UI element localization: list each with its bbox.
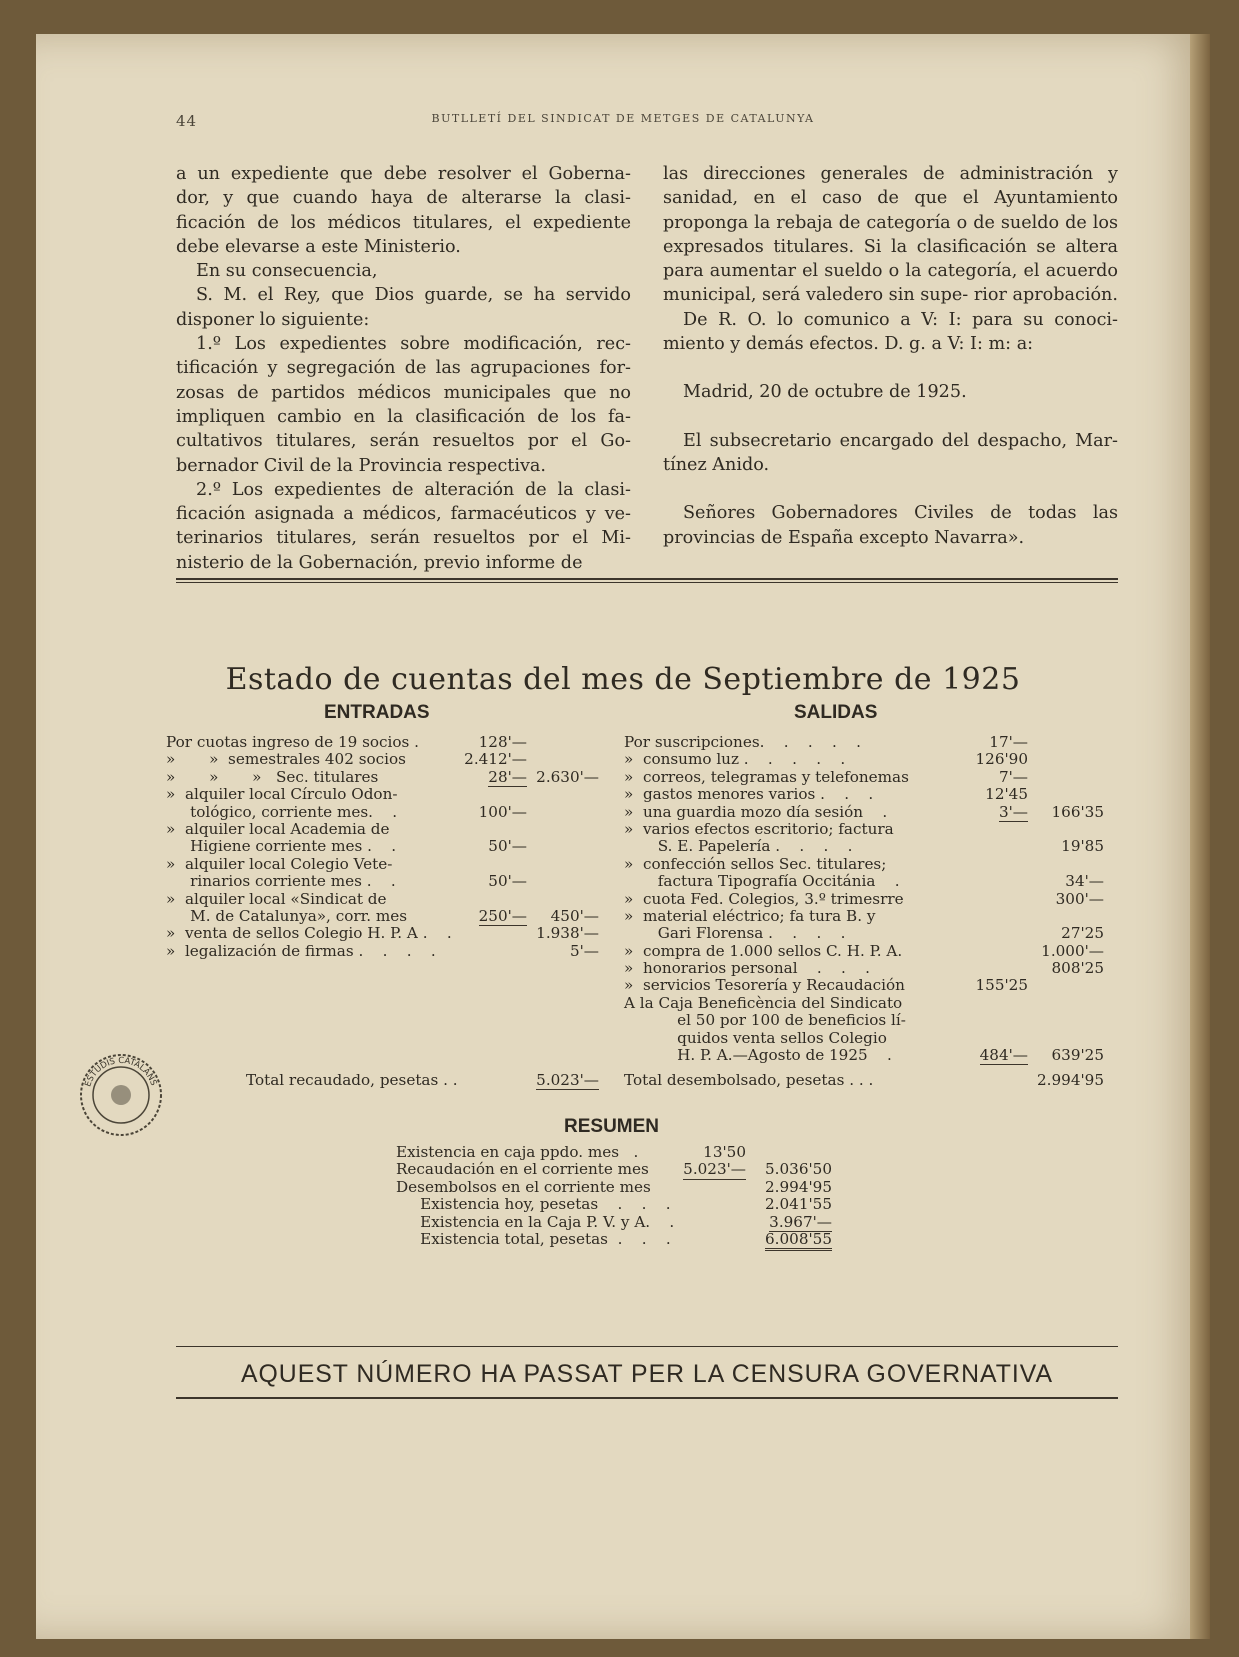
entradas-total: 5.023'— [536, 1071, 599, 1089]
account-description: » varios efectos escritorio; factura [624, 819, 894, 838]
paragraph: En su consecuencia, [196, 261, 378, 282]
account-description: » servicios Tesorería y Recaudación [624, 976, 905, 995]
account-row [624, 960, 1104, 977]
account-row [396, 1144, 836, 1161]
total-amount: 5.036'50 [765, 1160, 832, 1179]
account-description: » venta de sellos Colegio H. P. A . . [166, 924, 452, 943]
account-row [166, 838, 601, 855]
partial-amount: 13'50 [703, 1143, 746, 1161]
stamp-text: ESTUDIS CATALANS [83, 1055, 159, 1089]
account-row [166, 751, 601, 768]
paragraph: las direcciones generales de administración y sanidad, en el caso de que el Ayuntamiento proponga la rebaja de categoría o de sueldo de los expresados titulares. Si la clasificación se altera para aumentar el sueldo o la categoría, el acuerdo municipal, será valedero sin supe- rior aprobación. [663, 164, 1118, 306]
partial-amount: 100'— [478, 802, 527, 821]
total-amount: 5'— [569, 941, 599, 960]
account-description: Por cuotas ingreso de 19 socios . [166, 733, 420, 751]
account-description: S. E. Papelería . . . . [624, 837, 853, 856]
addressee-line: Señores Gobernadores Civiles de todas las provincias de España excepto Navarra». [663, 503, 1118, 548]
account-row [166, 873, 601, 890]
footer-rule [176, 1346, 1118, 1347]
account-description: Existencia total, pesetas . . . [396, 1229, 671, 1248]
account-description: Higiene corriente mes . . [166, 837, 397, 856]
total-amount: 808'25 [1051, 959, 1104, 978]
account-row [624, 821, 1104, 838]
footer-rule [176, 1397, 1118, 1399]
paragraph: S. M. el Rey, que Dios guarde, se ha servido disponer lo siguiente: [176, 285, 631, 330]
partial-amount: 250'— [478, 906, 527, 925]
account-row [624, 804, 1104, 821]
account-description: » confección sellos Sec. titulares; [624, 854, 887, 873]
book-spine [1190, 34, 1210, 1639]
censorship-notice: AQUEST NÚMERO HA PASSAT PER LA CENSURA GOVERNATIVA [240, 1361, 1053, 1388]
running-header [36, 112, 1210, 132]
total-amount: 2.630'— [536, 767, 599, 786]
account-row [624, 908, 1104, 925]
total-amount: 639'25 [1051, 1046, 1104, 1065]
salidas-table [624, 734, 1104, 1064]
account-description: » compra de 1.000 sellos C. H. P. A. [624, 941, 903, 960]
account-row [624, 1030, 1104, 1047]
account-row [166, 804, 601, 821]
account-description: M. de Catalunya», corr. mes [166, 906, 408, 925]
account-description: » una guardia mozo día sesión . [624, 802, 888, 821]
salidas-heading: SALIDAS [794, 702, 878, 723]
partial-amount: 50'— [488, 837, 527, 856]
partial-amount: 3'— [998, 802, 1028, 821]
account-description: » consumo luz . . . . . [624, 750, 846, 769]
paragraph: 1.º Los expedientes sobre modificación, rec- tificación y segregación de las agrupaciones for- zosas de partidos médicos municipales que no impliquen cambio en la clasificación de los fa- cultativos titulares, serán resueltos por el Go- bernador Civil de la Provincia respectiva. [176, 334, 631, 476]
account-row [624, 786, 1104, 803]
partial-amount: 484'— [979, 1046, 1028, 1065]
signature-line: El subsecretario encargado del despacho, Mar- tínez Anido. [663, 430, 1118, 475]
partial-amount: 17'— [989, 733, 1028, 751]
account-row [624, 838, 1104, 855]
total-amount: 300'— [1055, 889, 1104, 908]
account-description: » honorarios personal . . . [624, 959, 871, 978]
account-row [624, 769, 1104, 786]
account-row [166, 943, 601, 960]
partial-amount: 7'— [998, 767, 1028, 786]
date-line: Madrid, 20 de octubre de 1925. [683, 382, 967, 403]
account-description: » gastos menores varios . . . [624, 785, 874, 804]
account-description: » » » Sec. titulares [166, 767, 379, 786]
account-description: A la Caja Beneficència del Sindicato [624, 993, 903, 1012]
account-row [396, 1214, 836, 1231]
account-row [166, 856, 601, 873]
account-description: » alquiler local Círculo Odon- [166, 785, 398, 804]
account-row [396, 1179, 836, 1196]
account-description: Recaudación en el corriente mes [396, 1160, 649, 1179]
account-row [624, 1047, 1104, 1064]
resumen-table [396, 1144, 836, 1248]
salidas-total: 2.994'95 [1037, 1071, 1104, 1089]
page-number: 44 [176, 112, 198, 130]
account-row [396, 1196, 836, 1213]
account-row [624, 891, 1104, 908]
account-row [166, 821, 601, 838]
partial-amount: 128'— [478, 733, 527, 751]
total-amount: 19'85 [1061, 837, 1104, 856]
account-description: Existencia en caja ppdo. mes . [396, 1143, 639, 1161]
account-row [624, 943, 1104, 960]
account-description: » legalización de firmas . . . . [166, 941, 436, 960]
partial-amount: 50'— [488, 872, 527, 891]
account-description: » » semestrales 402 socios [166, 750, 406, 769]
entradas-total-label: Total recaudado, pesetas . . [246, 1071, 458, 1089]
total-amount: 2.994'95 [765, 1177, 832, 1196]
account-row [624, 873, 1104, 890]
account-row [624, 734, 1104, 751]
account-description: » alquiler local Academia de [166, 819, 390, 838]
account-description: rinarios corriente mes . . [166, 872, 396, 891]
account-row [166, 908, 601, 925]
account-row [624, 751, 1104, 768]
account-description: factura Tipografía Occitánia . [624, 872, 900, 891]
total-amount: 1.000'— [1041, 941, 1104, 960]
article-left-column [176, 162, 631, 575]
page [36, 34, 1210, 1639]
entradas-table [166, 734, 601, 960]
account-description: » alquiler local Colegio Vete- [166, 854, 393, 873]
account-row [624, 925, 1104, 942]
account-row [624, 977, 1104, 994]
account-description: » material eléctrico; fa tura B. y [624, 906, 876, 925]
account-row [396, 1231, 836, 1248]
account-row [624, 856, 1104, 873]
account-description: tológico, corriente mes. . [166, 802, 398, 821]
total-amount: 27'25 [1061, 924, 1104, 943]
account-row [624, 995, 1104, 1012]
censorship-footer [176, 1346, 1118, 1399]
partial-amount: 155'25 [975, 976, 1028, 995]
account-description: Por suscripciones. . . . . [624, 733, 862, 751]
partial-amount: 5.023'— [683, 1160, 746, 1179]
entradas-total-row [166, 1072, 601, 1089]
account-row [166, 786, 601, 803]
partial-amount: 126'90 [975, 750, 1028, 769]
account-description: H. P. A.—Agosto de 1925 . [624, 1046, 892, 1065]
total-amount: 2.041'55 [765, 1195, 832, 1214]
section-divider [176, 578, 1118, 583]
entradas-heading: ENTRADAS [324, 702, 430, 723]
account-description: Desembolsos en el corriente mes [396, 1177, 651, 1196]
salidas-total-row [624, 1072, 1104, 1089]
account-description: Gari Florensa . . . . [624, 924, 846, 943]
partial-amount: 2.412'— [464, 750, 527, 769]
accounts-title: Estado de cuentas del mes de Septiembre de 1925 [225, 662, 1021, 697]
account-row [166, 925, 601, 942]
account-row [166, 734, 601, 751]
partial-amount: 28'— [488, 767, 527, 786]
account-row [166, 891, 601, 908]
account-description: quidos venta sellos Colegio [624, 1028, 887, 1047]
total-amount: 450'— [550, 906, 599, 925]
account-row [624, 1012, 1104, 1029]
salidas-total-label: Total desembolsado, pesetas . . . [624, 1071, 874, 1089]
account-row [396, 1161, 836, 1178]
partial-amount: 12'45 [985, 785, 1028, 804]
account-description: » cuota Fed. Colegios, 3.º trimesrre [624, 889, 904, 908]
journal-title: BUTLLETÍ DEL SINDICAT DE METGES DE CATALUNYA [431, 112, 815, 125]
resumen-heading: RESUMEN [564, 1116, 660, 1137]
total-amount: 1.938'— [536, 924, 599, 943]
account-description: » correos, telegramas y telefonemas [624, 767, 909, 786]
account-description: » alquiler local «Sindicat de [166, 889, 387, 908]
paragraph: a un expediente que debe resolver el Goberna- dor, y que cuando haya de alterarse la clasi- ficación de los médicos titulares, el expediente debe elevarse a este Ministerio. [176, 164, 631, 257]
library-stamp [78, 1052, 164, 1138]
article-right-column [663, 162, 1118, 550]
total-amount: 34'— [1065, 872, 1104, 891]
paragraph: De R. O. lo comunico a V: I: para su conoci- miento y demás efectos. D. g. a V: I: m: a: [663, 309, 1118, 355]
total-amount: 166'35 [1051, 802, 1104, 821]
account-row [166, 769, 601, 786]
account-description: Existencia en la Caja P. V. y A. . [396, 1212, 675, 1231]
total-amount: 3.967'— [769, 1212, 832, 1231]
paragraph: 2.º Los expedientes de alteración de la clasi- ficación asignada a médicos, farmacéuticos y ve- terinarios titulares, serán resueltos por el Mi- nisterio de la Gobernación, previo informe de [176, 479, 631, 573]
account-description: Existencia hoy, pesetas . . . [396, 1195, 671, 1214]
total-amount: 6.008'55 [765, 1231, 832, 1251]
account-description: el 50 por 100 de beneficios lí- [624, 1011, 906, 1030]
